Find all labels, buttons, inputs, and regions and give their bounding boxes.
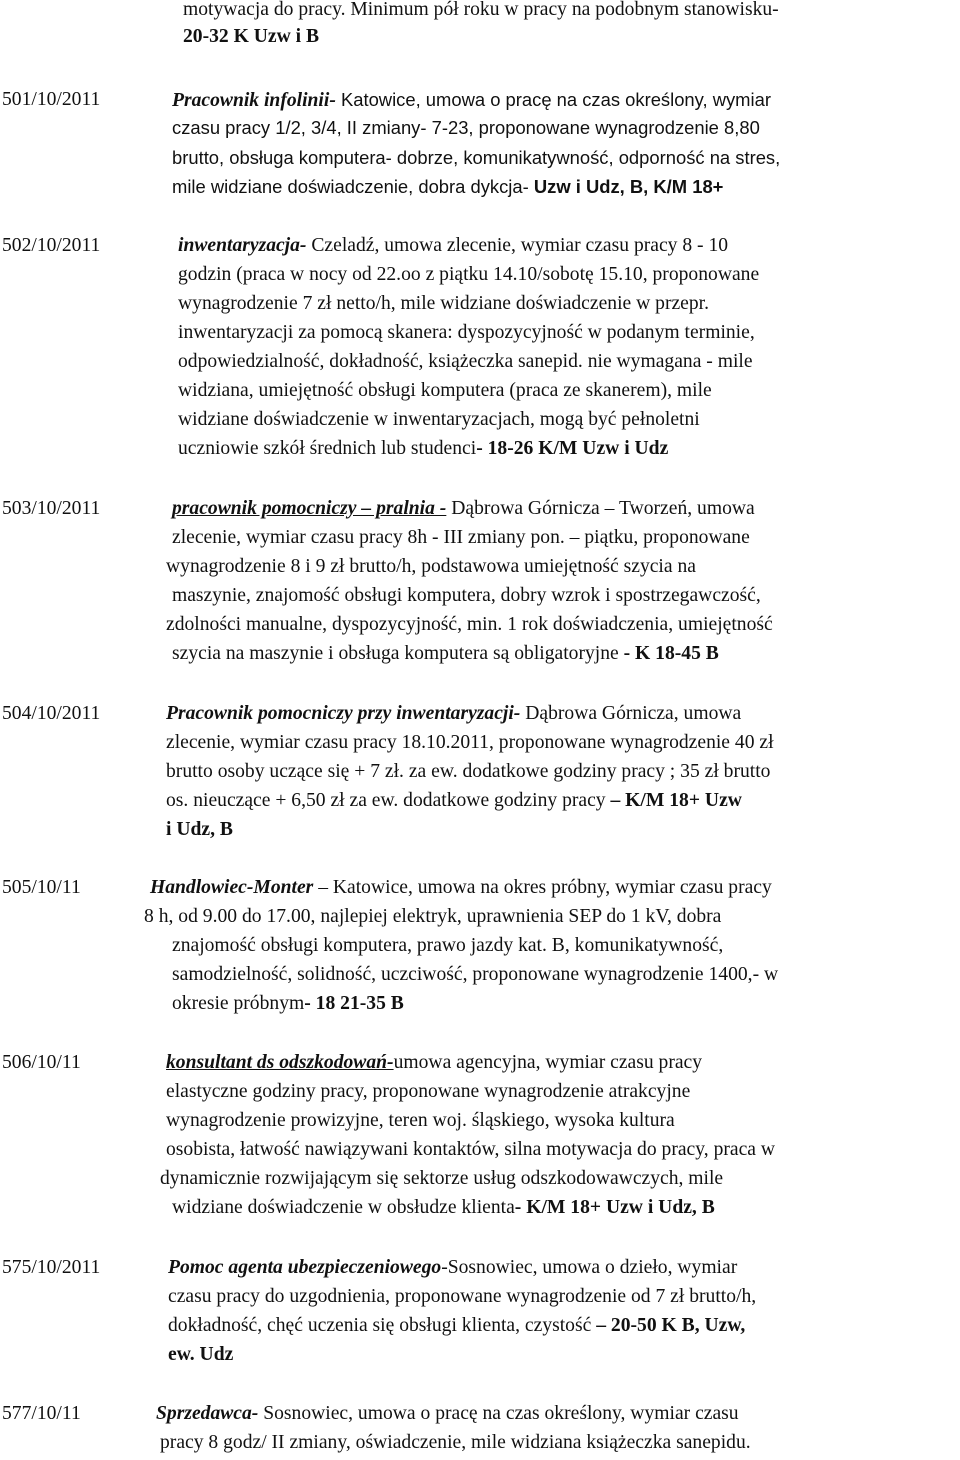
offer-503-line6: szycia na maszynie i obsługa komputera są obligatoryjne - K 18-45 B: [172, 643, 719, 664]
offer-number: 577/10/11: [2, 1403, 81, 1424]
offer-501-line3: brutto, obsługa komputera- dobrze, komunikatywność, odporność na stres,: [172, 147, 781, 168]
offer-tags: Uzw i Udz, B, K/M 18+: [533, 176, 724, 197]
offer-505-line2: 8 h, od 9.00 do 17.00, najlepiej elektryk, uprawnienia SEP do 1 kV, dobra: [144, 906, 722, 927]
offer-504-line5: i Udz, B: [166, 819, 233, 840]
offer-506-line6: widziane doświadczenie w obsłudze klienta- K/M 18+ Uzw i Udz, B: [172, 1197, 715, 1218]
offer-title: Pracownik pomocniczy przy inwentaryzacji-: [166, 703, 521, 724]
offer-505-line1: Handlowiec-Monter – Katowice, umowa na okres próbny, wymiar czasu pracy: [150, 877, 772, 898]
offer-503-line5: zdolności manualne, dyspozycyjność, min. 1 rok doświadczenia, umiejętność: [166, 614, 773, 635]
offer-506-line1: konsultant ds odszkodowań-umowa agencyjna, wymiar czasu pracy: [166, 1052, 703, 1073]
offer-title: inwentaryzacja-: [178, 235, 307, 256]
offer-502-line1: inwentaryzacja- Czeladź, umowa zlecenie, wymiar czasu pracy 8 - 10: [178, 235, 729, 256]
offer-501-line2: czasu pracy 1/2, 3/4, II zmiany- 7-23, proponowane wynagrodzenie 8,80: [172, 117, 760, 138]
offer-504-line2: zlecenie, wymiar czasu pracy 18.10.2011, proponowane wynagrodzenie 40 zł: [166, 732, 774, 753]
offer-506-line5: dynamicznie rozwijającym się sektorze usług odszkodowawczych, mile: [160, 1168, 724, 1189]
offer-title: Handlowiec-Monter: [150, 877, 314, 898]
offer-502-line5: odpowiedzialność, dokładność, książeczka sanepid. nie wymagana - mile: [178, 351, 753, 372]
offer-505-line3: znajomość obsługi komputera, prawo jazdy kat. B, komunikatywność,: [172, 935, 724, 956]
offer-503-line4: maszynie, znajomość obsługi komputera, dobry wzrok i spostrzegawczość,: [172, 585, 761, 606]
offer-number: 506/10/11: [2, 1052, 81, 1073]
offer-502-line7: widziane doświadczenie w inwentaryzacjach, mogą być pełnoletni: [178, 409, 700, 430]
offer-503-line3: wynagrodzenie 8 i 9 zł brutto/h, podstawowa umiejętność szycia na: [166, 556, 696, 577]
offer-number: 501/10/2011: [2, 89, 101, 110]
offer-575-line2: czasu pracy do uzgodnienia, proponowane wynagrodzenie od 7 zł brutto/h,: [168, 1286, 757, 1307]
offer-577-line2: pracy 8 godz/ II zmiany, oświadczenie, mile widziana książeczka sanepidu.: [160, 1432, 751, 1453]
offer-title: pracownik pomocniczy – pralnia -: [172, 498, 447, 519]
offer-number: 504/10/2011: [2, 703, 101, 724]
offer-number: 503/10/2011: [2, 498, 101, 519]
intro-tags: 20-32 K Uzw i B: [183, 26, 320, 47]
offer-503-line1: pracownik pomocniczy – pralnia - Dąbrowa Górnicza – Tworzeń, umowa: [172, 498, 755, 519]
offer-577-line1: Sprzedawca- Sosnowiec, umowa o pracę na czas określony, wymiar czasu: [156, 1403, 739, 1424]
offer-506-line4: osobista, łatwość nawiązywani kontaktów, silna motywacja do pracy, praca w: [166, 1139, 776, 1160]
offer-503-line2: zlecenie, wymiar czasu pracy 8h - III zmiany pon. – piątku, proponowane: [172, 527, 750, 548]
intro-line: motywacja do pracy. Minimum pół roku w pracy na podobnym stanowisku-: [183, 0, 779, 20]
offer-504-line1: Pracownik pomocniczy przy inwentaryzacji- Dąbrowa Górnicza, umowa: [166, 703, 742, 724]
offer-number: 502/10/2011: [2, 235, 101, 256]
offer-number: 505/10/11: [2, 877, 81, 898]
offer-504-line4: os. nieuczące + 6,50 zł za ew. dodatkowe godziny pracy – K/M 18+ Uzw: [166, 790, 742, 811]
offer-504-line3: brutto osoby uczące się + 7 zł. za ew. dodatkowe godziny pracy ; 35 zł brutto: [166, 761, 771, 782]
offer-505-line5: okresie próbnym- 18 21-35 B: [172, 993, 404, 1014]
offer-title: Pracownik infolinii-: [172, 90, 336, 111]
offer-title: Pomoc agenta ubezpieczeniowego: [168, 1257, 442, 1278]
offer-502-line3: wynagrodzenie 7 zł netto/h, mile widziane doświadczenie w przepr.: [178, 293, 710, 314]
offer-575-line3: dokładność, chęć uczenia się obsługi klienta, czystość – 20-50 K B, Uzw,: [168, 1315, 746, 1336]
offer-502-line4: inwentaryzacji za pomocą skanera: dyspozycyjność w podanym terminie,: [178, 322, 755, 343]
offer-tags: - K/M 18+ Uzw i Udz, B: [514, 1197, 715, 1218]
offer-tags: - 18-26 K/M Uzw i Udz: [476, 438, 669, 459]
offer-506-line2: elastyczne godziny pracy, proponowane wynagrodzenie atrakcyjne: [166, 1081, 691, 1102]
offer-575-line1: Pomoc agenta ubezpieczeniowego-Sosnowiec, umowa o dzieło, wymiar: [168, 1257, 738, 1278]
offer-501-line1: Pracownik infolinii- Katowice, umowa o pracę na czas określony, wymiar: [172, 89, 771, 111]
offer-tags: - K 18-45 B: [623, 643, 719, 664]
offer-title: konsultant ds odszkodowań-: [166, 1052, 394, 1073]
offer-title: Sprzedawca-: [156, 1403, 259, 1424]
offer-505-line4: samodzielność, solidność, uczciwość, proponowane wynagrodzenie 1400,- w: [172, 964, 779, 985]
offer-502-line2: godzin (praca w nocy od 22.oo z piątku 14.10/sobotę 15.10, proponowane: [178, 264, 760, 285]
offer-575-line4: ew. Udz: [168, 1344, 234, 1365]
offer-502-line8: uczniowie szkół średnich lub studenci- 18-26 K/M Uzw i Udz: [178, 438, 669, 459]
offer-502-line6: widziana, umiejętność obsługi komputera (praca ze skanerem), mile: [178, 380, 712, 401]
offer-506-line3: wynagrodzenie prowizyjne, teren woj. śląskiego, wysoka kultura: [166, 1110, 675, 1131]
offer-tags: - 18 21-35 B: [304, 993, 404, 1014]
offer-501-line4: mile widziane doświadczenie, dobra dykcja- Uzw i Udz, B, K/M 18+: [172, 176, 724, 197]
offer-tags: – K/M 18+ Uzw: [610, 790, 742, 811]
offer-number: 575/10/2011: [2, 1257, 101, 1278]
offer-tags: – 20-50 K B, Uzw,: [596, 1315, 746, 1336]
